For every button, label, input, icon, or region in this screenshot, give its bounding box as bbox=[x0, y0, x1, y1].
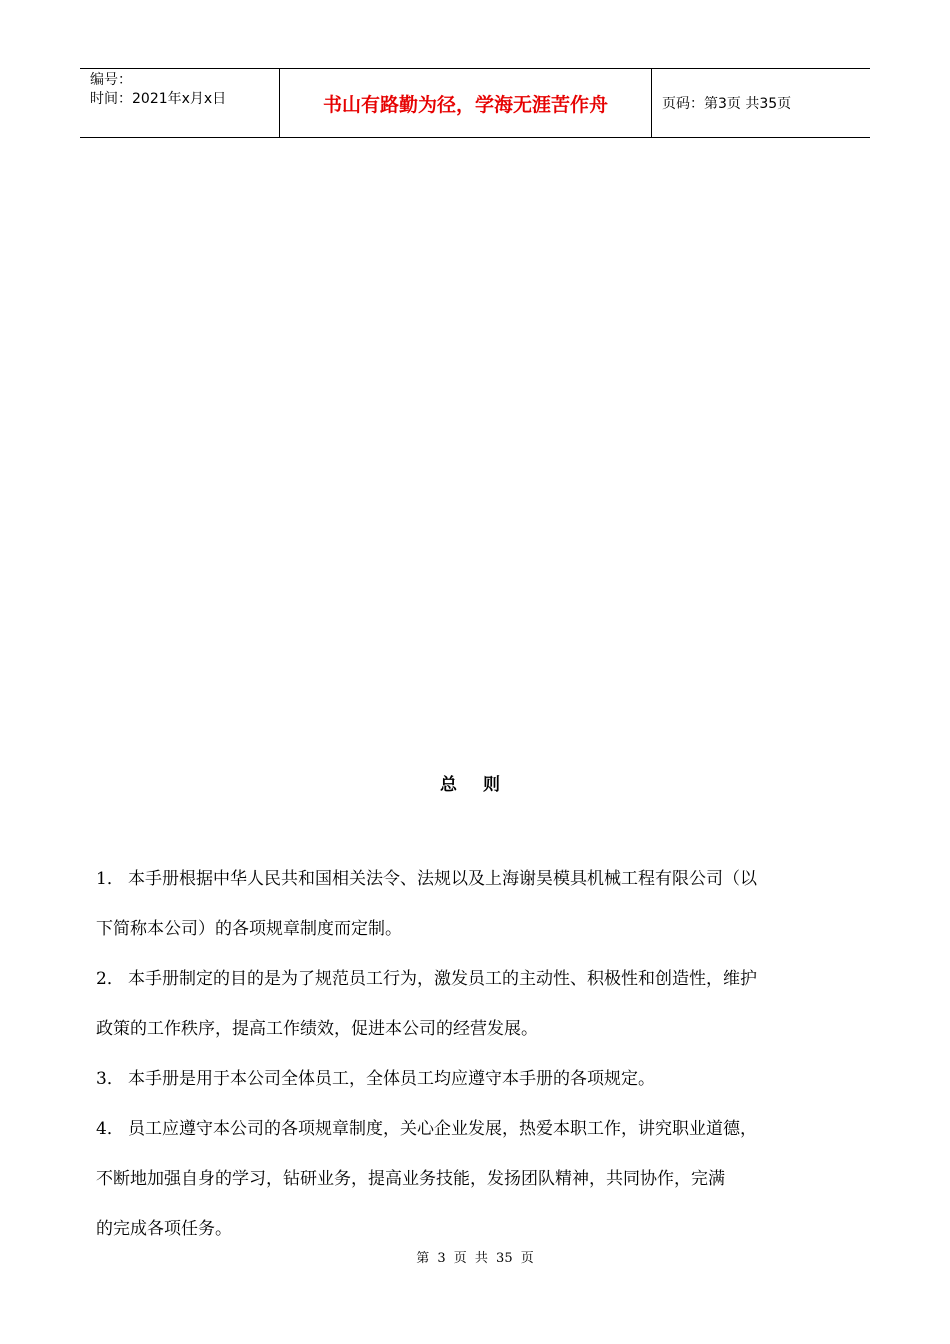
document-number-label: 编号： bbox=[90, 72, 132, 88]
item-line: 政策的工作秩序，提高工作绩效，促进本公司的经营发展。 bbox=[96, 1019, 538, 1039]
item-text bbox=[96, 954, 858, 1054]
document-time-label: 时间：2021年x月x日 bbox=[90, 91, 227, 107]
page-header bbox=[80, 68, 870, 138]
item-number: 3． bbox=[96, 1069, 124, 1089]
item-number: 2． bbox=[96, 969, 124, 989]
page-footer: 第 3 页 共 35 页 bbox=[416, 1251, 534, 1266]
item-line: 的完成各项任务。 bbox=[96, 1219, 232, 1239]
item-number: 4． bbox=[96, 1119, 124, 1139]
item-line: 员工应遵守本公司的各项规章制度，关心企业发展，热爱本职工作，讲究职业道德， bbox=[128, 1119, 757, 1139]
section-title: 总 则 bbox=[440, 775, 510, 795]
item-number: 1． bbox=[96, 869, 124, 889]
header-meta bbox=[80, 69, 280, 137]
item-line: 本手册是用于本公司全体员工，全体员工均应遵守本手册的各项规定。 bbox=[128, 1069, 655, 1089]
item-text bbox=[96, 854, 858, 954]
header-page-info: 页码：第3页 共35页 bbox=[662, 96, 792, 112]
item-line: 本手册根据中华人民共和国相关法令、法规以及上海谢昊模具机械工程有限公司（以 bbox=[128, 869, 757, 889]
rules-list bbox=[96, 854, 858, 1254]
list-item bbox=[96, 1104, 858, 1254]
item-line: 本手册制定的目的是为了规范员工行为，激发员工的主动性、积极性和创造性，维护 bbox=[128, 969, 757, 989]
header-motto: 书山有路勤为径，学海无涯苦作舟 bbox=[280, 69, 652, 137]
item-line: 下简称本公司）的各项规章制度而定制。 bbox=[96, 919, 402, 939]
list-item bbox=[96, 954, 858, 1054]
list-item bbox=[96, 854, 858, 954]
item-line: 不断地加强自身的学习，钻研业务，提高业务技能，发扬团队精神，共同协作，完满 bbox=[96, 1169, 725, 1189]
item-text bbox=[96, 1104, 858, 1254]
list-item bbox=[96, 1054, 858, 1104]
item-text bbox=[128, 1054, 858, 1104]
